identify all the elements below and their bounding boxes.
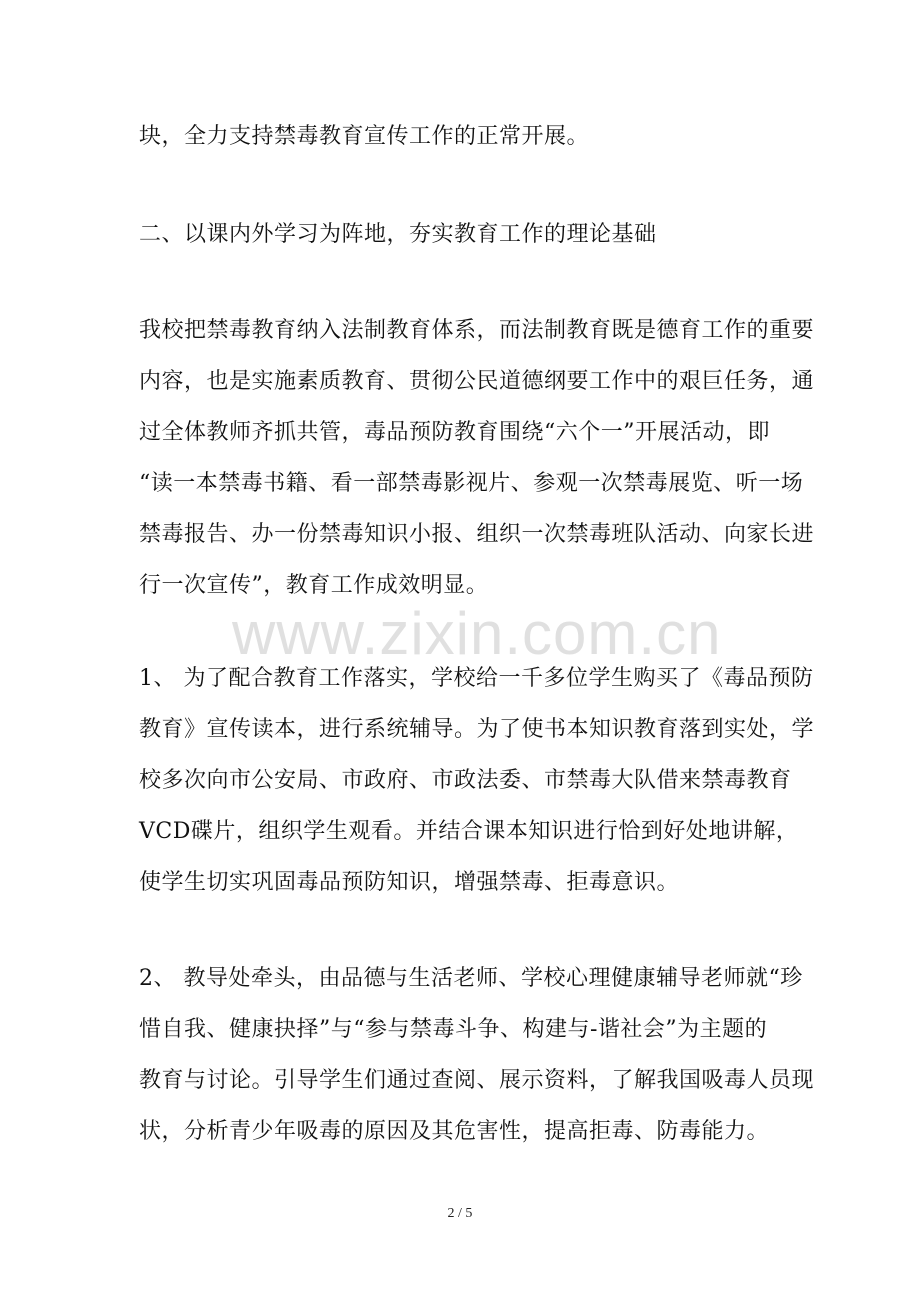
paragraph-line: “读一本禁毒书籍、看一部禁毒影视片、参观一次禁毒展览、听一场 bbox=[139, 471, 804, 496]
paragraph-line: 内容，也是实施素质教育、贯彻公民道德纲要工作中的艰巨任务，通 bbox=[139, 369, 815, 394]
paragraph-line: 禁毒报告、办一份禁毒知识小报、组织一次禁毒班队活动、向家长进 bbox=[139, 522, 815, 547]
paragraph-line: 教育》宣传读本，进行系统辅导。为了使书本知识教育落到实处，学 bbox=[139, 717, 815, 742]
paragraph-line: 状，分析青少年吸毒的原因及其危害性，提高拒毒、防毒能力。 bbox=[139, 1119, 770, 1144]
paragraph-line: 块，全力支持禁毒教育宣传工作的正常开展。 bbox=[139, 124, 590, 149]
section-heading: 二、以课内外学习为阵地，夯实教育工作的理论基础 bbox=[139, 222, 657, 247]
paragraph-line: 行一次宣传”，教育工作成效明显。 bbox=[139, 573, 489, 598]
paragraph-line: 2、 教导处牵头，由品德与生活老师、学校心理健康辅导老师就“珍 bbox=[139, 966, 803, 991]
paragraph-line: 使学生切实巩固毒品预防知识，增强禁毒、拒毒意识。 bbox=[139, 870, 680, 895]
paragraph-line: VCD碟片，组织学生观看。并结合课本知识进行恰到好处地讲解， bbox=[139, 819, 799, 844]
paragraph-line: 教育与讨论。引导学生们通过查阅、展示资料，了解我国吸毒人员现 bbox=[139, 1068, 815, 1093]
paragraph-line: 惜自我、健康抉择”与“参与禁毒斗争、构建与-谐社会”为主题的 bbox=[139, 1017, 768, 1042]
page-number: 2 / 5 bbox=[447, 1206, 473, 1221]
watermark: www.zixin.com.cn bbox=[232, 600, 722, 667]
paragraph-line: 1、 为了配合教育工作落实，学校给一千多位学生购买了《毒品预防 bbox=[139, 666, 814, 691]
paragraph-line: 校多次向市公安局、市政府、市政法委、市禁毒大队借来禁毒教育 bbox=[139, 768, 792, 793]
paragraph-line: 我校把禁毒教育纳入法制教育体系，而法制教育既是德育工作的重要 bbox=[139, 318, 815, 343]
paragraph-line: 过全体教师齐抓共管，毒品预防教育围绕“六个一”开展活动，即 bbox=[139, 420, 770, 445]
